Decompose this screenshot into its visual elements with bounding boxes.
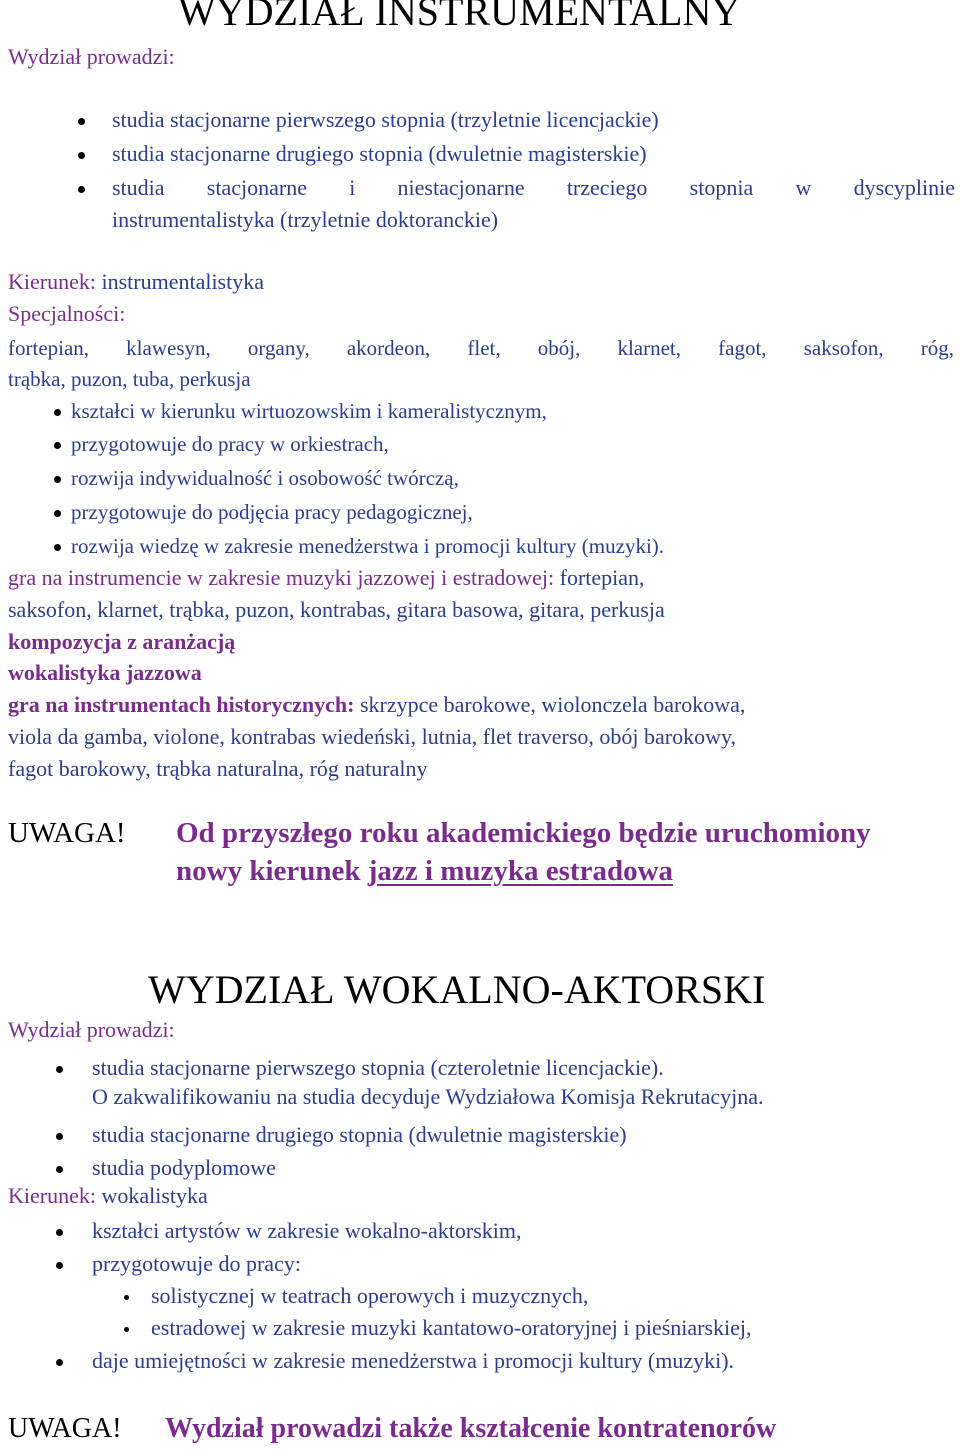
- bullet-icon: [56, 1066, 63, 1073]
- feature-item: kształci w kierunku wirtuozowskim i kameralistycznym,: [71, 399, 547, 423]
- notice-text: [176, 852, 673, 890]
- study-item: studia stacjonarne i niestacjonarne trzeciego stopnia w dyscyplinie: [112, 175, 955, 200]
- bullet-icon: [54, 544, 61, 551]
- feature-item: przygotowuje do pracy:: [92, 1251, 301, 1276]
- notice-label: UWAGA!: [8, 1413, 122, 1444]
- study-item: studia stacjonarne drugiego stopnia (dwuletnie magisterskie): [92, 1122, 627, 1147]
- kompozycja-specialty: kompozycja z aranżacją: [8, 629, 236, 654]
- bullet-icon: [54, 442, 61, 449]
- historical-value-continuation: fagot barokowy, trąbka naturalna, róg naturalny: [8, 756, 428, 781]
- section2-title: WYDZIAŁ WOKALNO-AKTORSKI: [148, 967, 766, 1012]
- feature-item: przygotowuje do podjęcia pracy pedagogicznej,: [71, 500, 473, 524]
- bullet-icon: [56, 1166, 63, 1173]
- notice-label: UWAGA!: [8, 817, 126, 849]
- specjalnosci-line: trąbka, puzon, tuba, perkusja: [8, 367, 251, 391]
- kierunek-value: instrumentalistyka: [95, 269, 264, 294]
- sub-bullet-icon: [124, 1295, 129, 1300]
- bullet-icon: [54, 409, 61, 416]
- bullet-icon: [54, 476, 61, 483]
- jazz-label: gra na instrumencie w zakresie muzyki jazzowej i estradowej:: [8, 565, 555, 590]
- bullet-icon: [56, 1133, 63, 1140]
- feature-item: przygotowuje do pracy w orkiestrach,: [71, 432, 389, 456]
- notice-text-prefix: nowy kierunek: [176, 855, 368, 887]
- jazz-value-continuation: saksofon, klarnet, trąbka, puzon, kontrabas, gitara basowa, gitara, perkusja: [8, 597, 665, 622]
- bullet-icon: [54, 510, 61, 517]
- study-item: studia stacjonarne drugiego stopnia (dwuletnie magisterskie): [112, 141, 647, 166]
- feature-item: rozwija wiedzę w zakresie menedżerstwa i promocji kultury (muzyki).: [71, 534, 665, 558]
- bullet-icon: [78, 186, 85, 193]
- section1-specjalnosci-label: Specjalności:: [8, 301, 126, 326]
- bullet-icon: [56, 1359, 63, 1366]
- historical-specialty: [8, 690, 745, 720]
- study-item: studia stacjonarne pierwszego stopnia (trzyletnie licencjackie): [112, 107, 659, 132]
- bullet-icon: [56, 1262, 63, 1269]
- feature-item: daje umiejętności w zakresie menedżerstwa i promocji kultury (muzyki).: [92, 1348, 735, 1373]
- bullet-icon: [78, 118, 85, 125]
- sub-bullet-icon: [124, 1327, 129, 1332]
- sub-feature-item: estradowej w zakresie muzyki kantatowo-oratoryjnej i pieśniarskiej,: [151, 1315, 752, 1340]
- study-item-continuation: instrumentalistyka (trzyletnie doktoranckie): [112, 207, 499, 232]
- kierunek-label: Kierunek:: [8, 269, 96, 294]
- historical-label: gra na instrumentach historycznych:: [8, 692, 355, 717]
- section1-prowadzi-label: Wydział prowadzi:: [8, 44, 175, 69]
- sub-feature-item: solistycznej w teatrach operowych i muzycznych,: [151, 1283, 589, 1308]
- historical-value: skrzypce barokowe, wiolonczela barokowa,: [354, 692, 746, 717]
- section1-title: WYDZIAŁ INSTRUMENTALNY: [178, 0, 741, 34]
- bullet-icon: [56, 1229, 63, 1236]
- kierunek-value: wokalistyka: [95, 1183, 208, 1208]
- study-item: studia stacjonarne pierwszego stopnia (czteroletnie licencjackie).: [92, 1055, 664, 1080]
- historical-value-continuation: viola da gamba, violone, kontrabas wiedeński, lutnia, flet traverso, obój barokowy,: [8, 724, 737, 749]
- bullet-icon: [78, 152, 85, 159]
- feature-item: rozwija indywidualność i osobowość twórczą,: [71, 466, 459, 490]
- feature-item: kształci artystów w zakresie wokalno-aktorskim,: [92, 1218, 522, 1243]
- specjalnosci-line: fortepian, klawesyn, organy, akordeon, flet, obój, klarnet, fagot, saksofon, róg,: [8, 336, 954, 360]
- study-item: studia podyplomowe: [92, 1155, 276, 1180]
- kierunek-label: Kierunek:: [8, 1183, 96, 1208]
- jazz-specialty: [8, 563, 645, 593]
- jazz-value: fortepian,: [554, 565, 645, 590]
- section2-kierunek: [8, 1181, 208, 1211]
- wokalistyka-specialty: wokalistyka jazzowa: [8, 660, 202, 685]
- new-course-name: jazz i muzyka estradowa: [367, 855, 674, 887]
- notice-text: Wydział prowadzi także kształcenie kontratenorów: [165, 1413, 777, 1444]
- section2-prowadzi-label: Wydział prowadzi:: [8, 1017, 175, 1042]
- notice-text: Od przyszłego roku akademickiego będzie uruchomiony: [176, 817, 871, 849]
- section1-kierunek: [8, 267, 264, 297]
- study-item-note: O zakwalifikowaniu na studia decyduje Wydziałowa Komisja Rekrutacyjna.: [92, 1084, 764, 1109]
